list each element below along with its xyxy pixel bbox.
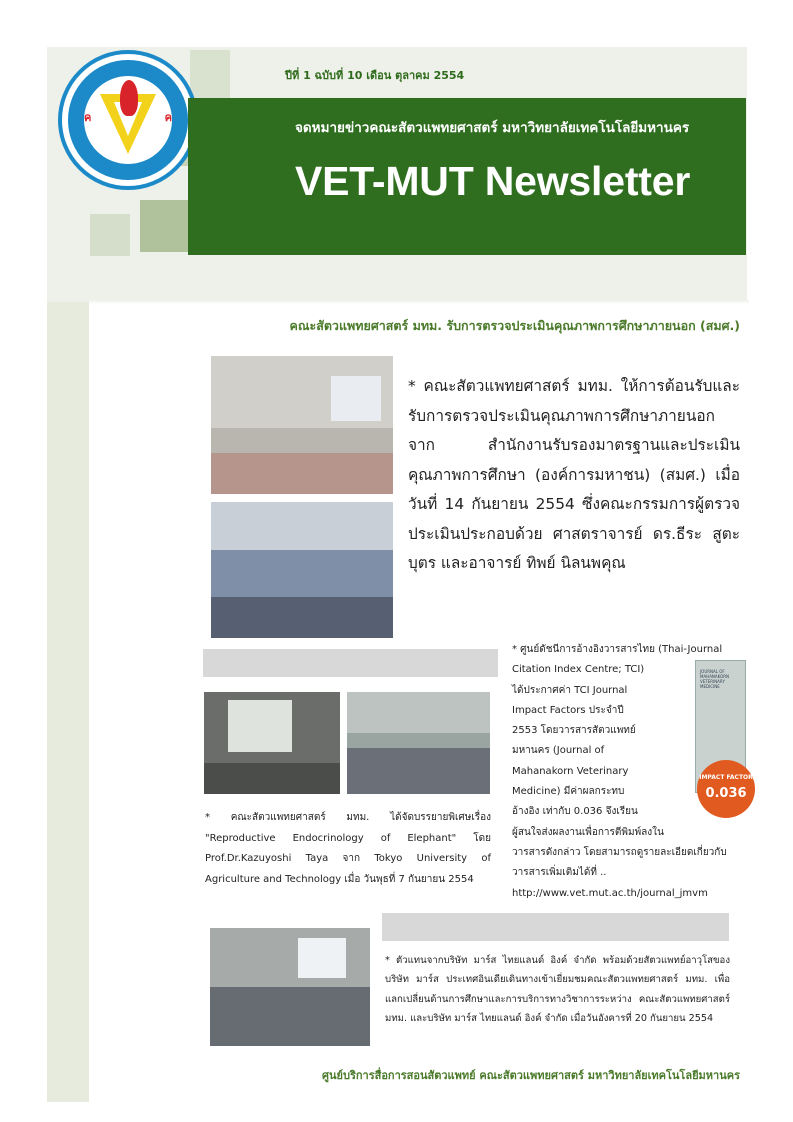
logo-mark-right: ค (164, 111, 172, 124)
section-divider (203, 649, 498, 677)
article-mars-visit: * ตัวแทนจากบริษัท มาร์ส ไทยแลนด์ อิงค์ จำกัด พร้อมด้วยสัตวแพทย์อาวุโสของบริษัท มาร์ส ประเทศอินเดียเดินทางเข้าเยี่ยมชมคณะสัตวแพทยศาสตร์ มทม. เพื่อแลกเปลี่ยนด้านการศึกษาและการบริการทางวิชาการระหว่าง คณะสัตวแพทยศาสตร์ มทม. และบริษัท มาร์ส ไทยแลนด์ อิงค์ จำกัด เมื่อวันอังคารที่ 20 กันยายน 2554 (385, 955, 730, 1024)
logo-flame (120, 80, 138, 116)
section-divider (382, 913, 729, 941)
tci-line: Impact Factors ประจำปี (512, 704, 624, 716)
photo-lecture-audience (347, 692, 490, 794)
impact-factor-value: 0.036 (705, 786, 747, 801)
journal-cover-label: JOURNAL OF MAHANAKORN VETERINARY MEDICINE (700, 669, 729, 689)
tci-line: วารสารเพิ่มเติมได้ที่ .. (512, 867, 607, 879)
newsletter-subtitle: จดหมายข่าวคณะสัตวแพทยศาสตร์ มหาวิทยาลัยเทคโนโลยีมหานคร (295, 120, 690, 136)
tci-line: อ้างอิง เท่ากับ 0.036 จึงเรียน (512, 806, 638, 818)
tci-line: วารสารดังกล่าว โดยสามารถดูรายละเอียดเกี่ยวกับ (512, 846, 727, 858)
tci-line: * ศูนย์ดัชนีการอ้างอิงวารสารไทย (Thai-Journal (512, 644, 723, 655)
faculty-seal-logo (58, 50, 198, 190)
photo-group-meeting (211, 502, 393, 638)
photo-meeting-table (211, 356, 393, 494)
article-lecture: * คณะสัตวแพทยศาสตร์ มทม. ได้จัดบรรยายพิเศษเรื่อง "Reproductive Endocrinology of Elephant" โดย Prof.Dr.Kazuyoshi Taya จาก Tokyo University of Agriculture and Technology เมื่อ วันพุธที่ 7 กันยายน 2554 (205, 812, 491, 885)
tci-line: Mahanakorn Veterinary (512, 765, 629, 777)
newsletter-title: VET-MUT Newsletter (295, 158, 691, 204)
logo-mark-left: ค (84, 111, 92, 124)
decor-square (140, 200, 188, 252)
tci-line: ผู้สนใจส่งผลงานเพื่อการตีพิมพ์ลงใน (512, 826, 664, 838)
tci-line: 2553 โดยวารสารสัตวแพทย์ (512, 725, 636, 737)
photo-mars-visit-group (210, 928, 370, 1046)
lead-headline: คณะสัตวแพทยศาสตร์ มทม. รับการตรวจประเมินคุณภาพการศึกษาภายนอก (สมศ.) (289, 318, 740, 333)
tci-line: ได้ประกาศค่า TCI Journal (512, 684, 628, 696)
header-fade (89, 300, 749, 304)
issue-info: ปีที่ 1 ฉบับที่ 10 เดือน ตุลาคม 2554 (285, 69, 465, 82)
photo-lecture-speaker (204, 692, 340, 794)
tci-line: Medicine) มีค่าผลกระทบ (512, 786, 625, 798)
tci-line: Citation Index Centre; TCI) (512, 664, 645, 676)
decor-square (190, 50, 230, 98)
article-assessment: * คณะสัตวแพทยศาสตร์ มทม. ให้การต้อนรับและรับการตรวจประเมินคุณภาพการศึกษาภายนอก จาก สำนักงานรับรองมาตรฐานและประเมินคุณภาพการศึกษา (องค์การมหาชน) (สมศ.) เมื่อวันที่ 14 กันยายน 2554 ซึ่งคณะกรรมการผู้ตรวจประเมินประกอบด้วย ศาสตราจารย์ ดร.ธีระ สูตะบุตร และอาจารย์ ทิพย์ นิลนพคุณ (408, 377, 740, 572)
decor-square (90, 214, 130, 256)
footer-credit: ศูนย์บริการสื่อการสอนสัตวแพทย์ คณะสัตวแพทยศาสตร์ มหาวิทยาลัยเทคโนโลยีมหานคร (322, 1069, 740, 1082)
journal-url[interactable]: http://www.vet.mut.ac.th/journal_jmvm (512, 887, 708, 899)
article-tci (512, 640, 742, 904)
tci-line: มหานคร (Journal of (512, 745, 605, 757)
impact-factor-label: IMPACT FACTOR (699, 774, 753, 781)
